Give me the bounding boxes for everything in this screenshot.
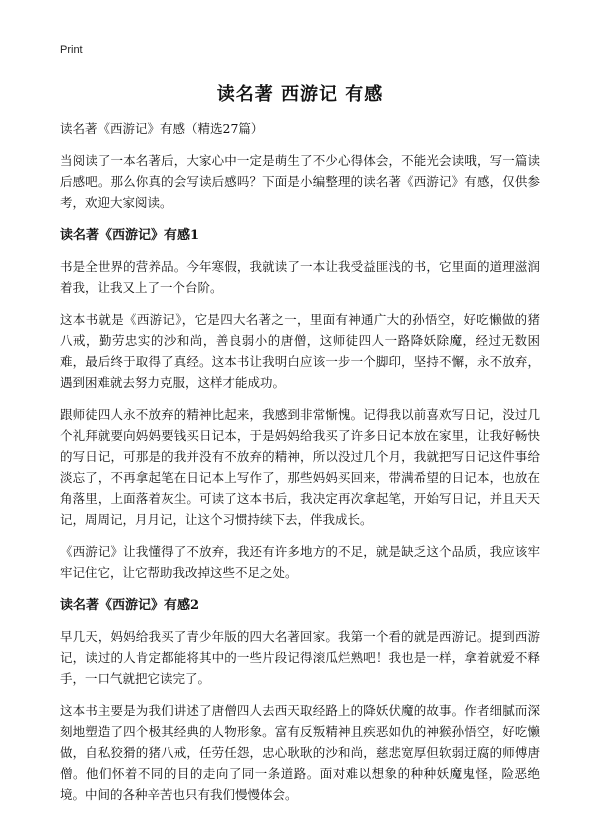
section-heading-2: 读名著《西游记》有感2 [60,598,200,613]
section-1-paragraph-4: 《西游记》让我懂得了不放弃，我还有许多地方的不足，就是缺乏这个品质，我应该牢牢记住它，让它帮助我改掉这些不足之处。 [60,544,540,580]
document-subtitle: 读名著《西游记》有感（精选27篇） [60,121,264,136]
print-link[interactable]: Print [60,44,83,56]
section-1-paragraph-1: 书是全世界的营养品。今年寒假，我就读了一本让我受益匪浅的书，它里面的道理滋润着我，让我又上了一个台阶。 [60,259,540,295]
section-2-paragraph-1: 早几天，妈妈给我买了青少年版的四大名著回家。我第一个看的就是西游记。提到西游记，读过的人肯定都能将其中的一些片段记得滚瓜烂熟吧！我也是一样，拿着就爱不释手，一口气就把它读完了。 [60,629,540,686]
intro-paragraph: 当阅读了一本名著后，大家心中一定是萌生了不少心得体会，不能光会读哦，写一篇读后感吧。那么你真的会写读后感吗？下面是小编整理的读名著《西游记》有感，仅供参考，欢迎大家阅读。 [60,153,540,210]
document-title: 读名著 西游记 有感 [216,84,384,105]
section-1-paragraph-2: 这本书就是《西游记》，它是四大名著之一，里面有神通广大的孙悟空，好吃懒做的猪八戒，勤劳忠实的沙和尚，善良弱小的唐僧，这师徒四人一路降妖除魔，经过无数困难，最后终于取得了真经。这本书让我明白应该一步一个脚印，坚持不懈，永不放弃，遇到困难就去努力克服，这样才能成功。 [60,312,540,390]
section-heading-1: 读名著《西游记》有感1 [60,228,200,243]
section-1-paragraph-3: 跟师徒四人永不放弃的精神比起来，我感到非常惭愧。记得我以前喜欢写日记，没过几个礼拜就要向妈妈要钱买日记本，于是妈妈给我买了许多日记本放在家里，让我好畅快的写日记，可那是的我并没有不放弃的精神，所以没过几个月，我就把写日记这件事给淡忘了，不再拿起笔在日记本上写作了，那些妈妈买回来，带满希望的日记本，也放在角落里，上面落着灰尘。可读了这本书后，我决定再次拿起笔，开始写日记，并且天天记，周周记，月月记，让这个习惯持续下去，伴我成长。 [60,407,540,527]
document-body [60,120,540,816]
section-2-paragraph-2: 这本书主要是为我们讲述了唐僧四人去西天取经路上的降妖伏魔的故事。作者细腻而深刻地塑造了四个极其经典的人物形象。富有反叛精神且疾恶如仇的神猴孙悟空，好吃懒做，自私狡猾的猪八戒，任劳任怨，忠心耿耿的沙和尚，慈悲宽厚但软弱迂腐的师傅唐僧。他们怀着不同的目的走向了同一条道路。面对难以想象的种种妖魔鬼怪，险恶绝境。中间的各种辛苦也只有我们慢慢体会。 [60,703,540,802]
